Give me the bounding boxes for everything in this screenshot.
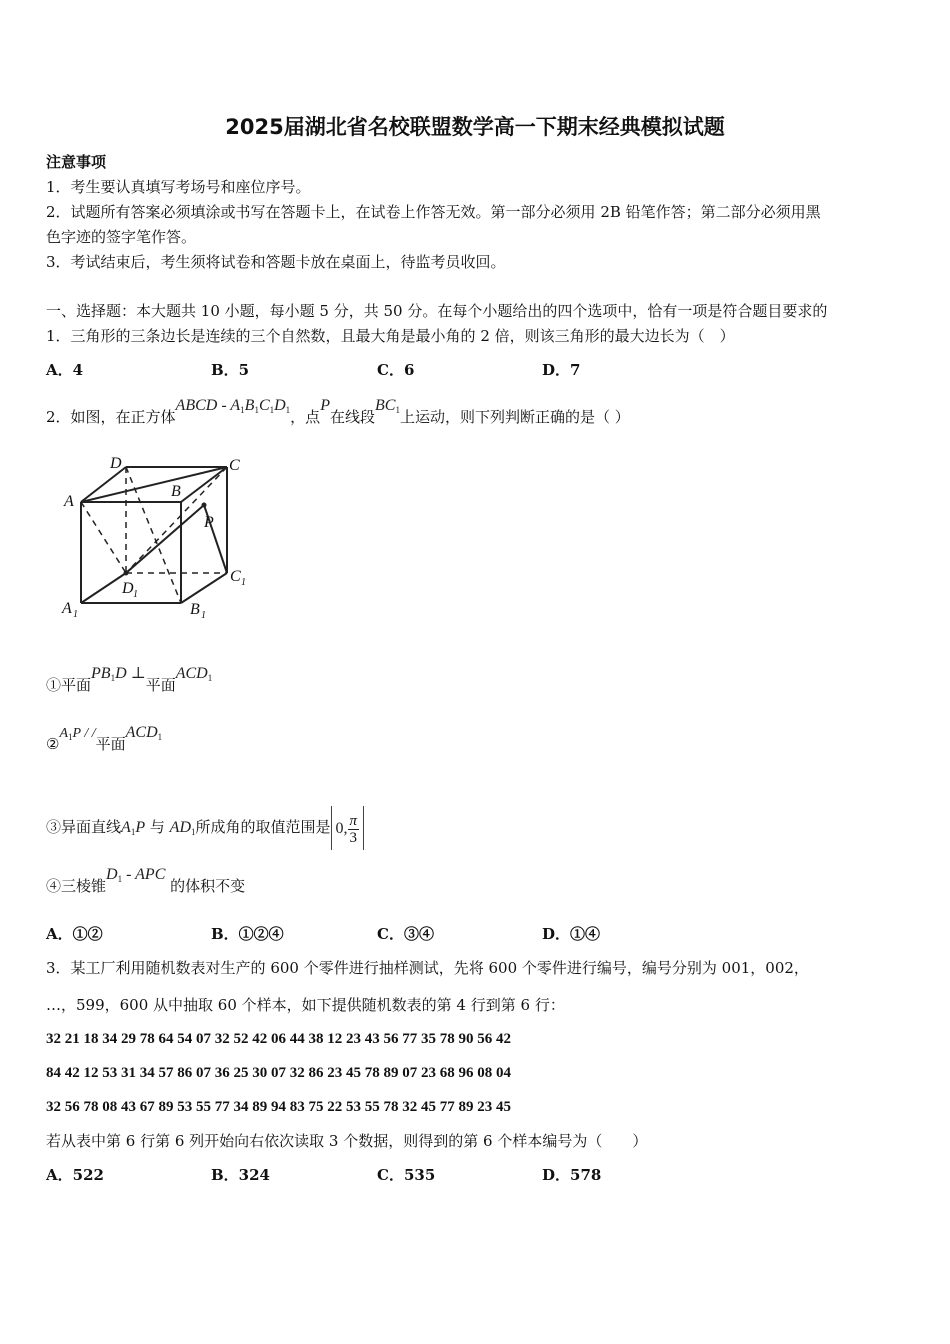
label-B1: B [190,601,200,618]
label-D1: D [122,580,134,597]
label-B: B [171,483,181,500]
statement-4: ④三棱锥$D_1$ - APC 的体积不变 [46,866,246,895]
label-C1: C [230,568,241,585]
q2-stem-text: ，点 [290,408,321,426]
point-D1 [124,571,129,576]
random-table-row: 32 21 18 34 29 78 64 54 07 32 52 42 06 44 38 12 23 43 56 77 35 78 90 56 42 [46,1031,511,1047]
cube-figure [44,450,254,625]
label-D1-sub: 1 [133,589,138,600]
q1-option-d[interactable]: D．7 [542,361,581,379]
label-C: C [229,457,240,474]
q1-option-b[interactable]: B．5 [211,361,250,379]
q1-option-c[interactable]: C．6 [377,361,415,379]
notice-item: 3．考试结束后，考生须将试卷和答题卡放在桌面上，待监考员收回。 [46,253,506,271]
section-heading: 一、选择题：本大题共 10 小题，每小题 5 分，共 50 分。在每个小题给出的四个选项中，恰有一项是符合题目要求的 [46,302,828,320]
edge-A1D1 [81,573,126,603]
notice-item: 色字迹的签字笔作答。 [46,228,197,246]
label-B1-sub: 1 [201,610,206,621]
q2-option-c[interactable]: C．③④ [377,925,434,943]
edge-B1C1 [181,573,227,603]
notice-heading: 注意事项 [46,153,107,171]
label-D: D [110,455,122,472]
q2-point-p: P [320,397,330,414]
label-A1: A [62,600,72,617]
random-table-row: 84 42 12 53 31 34 57 86 07 36 25 30 07 32 86 23 45 78 89 07 23 68 96 08 04 [46,1065,511,1081]
question-3-stem: 3．某工厂利用随机数表对生产的 600 个零件进行抽样测试，先将 600 个零件进行编号，编号分别为 001，002， [46,959,809,977]
statement-2: $②A_1P$ / /平面$ACD_1$ [46,724,163,753]
label-P: P [204,514,214,531]
q2-stem-text: 在线段 [329,408,375,426]
statement-1: ①平面$PB_1D$ ⊥平面$ACD_1$ [46,665,213,694]
statement-3: ③异面直线$A_1P$ 与 $AD_1$所成角的取值范围是 0, $\frac{\pi}{3}$ [46,806,364,850]
q2-option-a[interactable]: A．①② [46,925,103,943]
notice-item: 1．考生要认真填写考场号和座位序号。 [46,178,311,196]
q2-stem-text: 2．如图，在正方体 [46,408,176,426]
q2-option-d[interactable]: D．①④ [542,925,601,943]
q2-segment: $BC_1$ [374,397,400,415]
angle-range-interval: 0, $\frac{\pi}{3}$ [331,806,365,850]
question-3-stem: 若从表中第 6 行第 6 列开始向右依次读取 3 个数据，则得到的第 6 个样本编号为（ ） [46,1132,648,1150]
page-title: 2025届湖北省名校联盟数学高一下期末经典模拟试题 [225,115,725,139]
label-C1-sub: 1 [241,577,246,588]
point-P [202,503,207,508]
q2-stem-text: 上运动，则下列判断正确的是（ ） [399,408,630,426]
q3-option-c[interactable]: C．535 [377,1166,436,1184]
q1-option-a[interactable]: A．4 [46,361,84,379]
label-A: A [64,493,74,510]
q2-option-b[interactable]: B．①②④ [211,925,284,943]
question-2-stem [46,397,630,432]
q3-option-b[interactable]: B．324 [211,1166,270,1184]
q2-cube-name: ABCD - $A_1B_1C_1D_1$ [175,397,291,415]
random-table-row: 32 56 78 08 43 67 89 53 55 77 34 89 94 83 75 22 53 55 78 32 45 77 89 23 45 [46,1099,511,1115]
diag-AD1 [81,502,126,573]
q3-option-a[interactable]: A．522 [46,1166,104,1184]
question-1-stem: 1．三角形的三条边长是连续的三个自然数，且最大角是最小角的 2 倍，则该三角形的最大边长为（ ） [46,327,735,345]
question-3-stem: …，599，600 从中抽取 60 个样本，如下提供随机数表的第 4 行到第 6 行： [46,996,565,1014]
label-A1-sub: 1 [73,609,78,620]
q3-option-d[interactable]: D．578 [542,1166,602,1184]
notice-item: 2．试题所有答案必须填涂或书写在答题卡上，在试卷上作答无效。第一部分必须用 2B 铅笔作答；第二部分必须用黑 [46,203,821,221]
